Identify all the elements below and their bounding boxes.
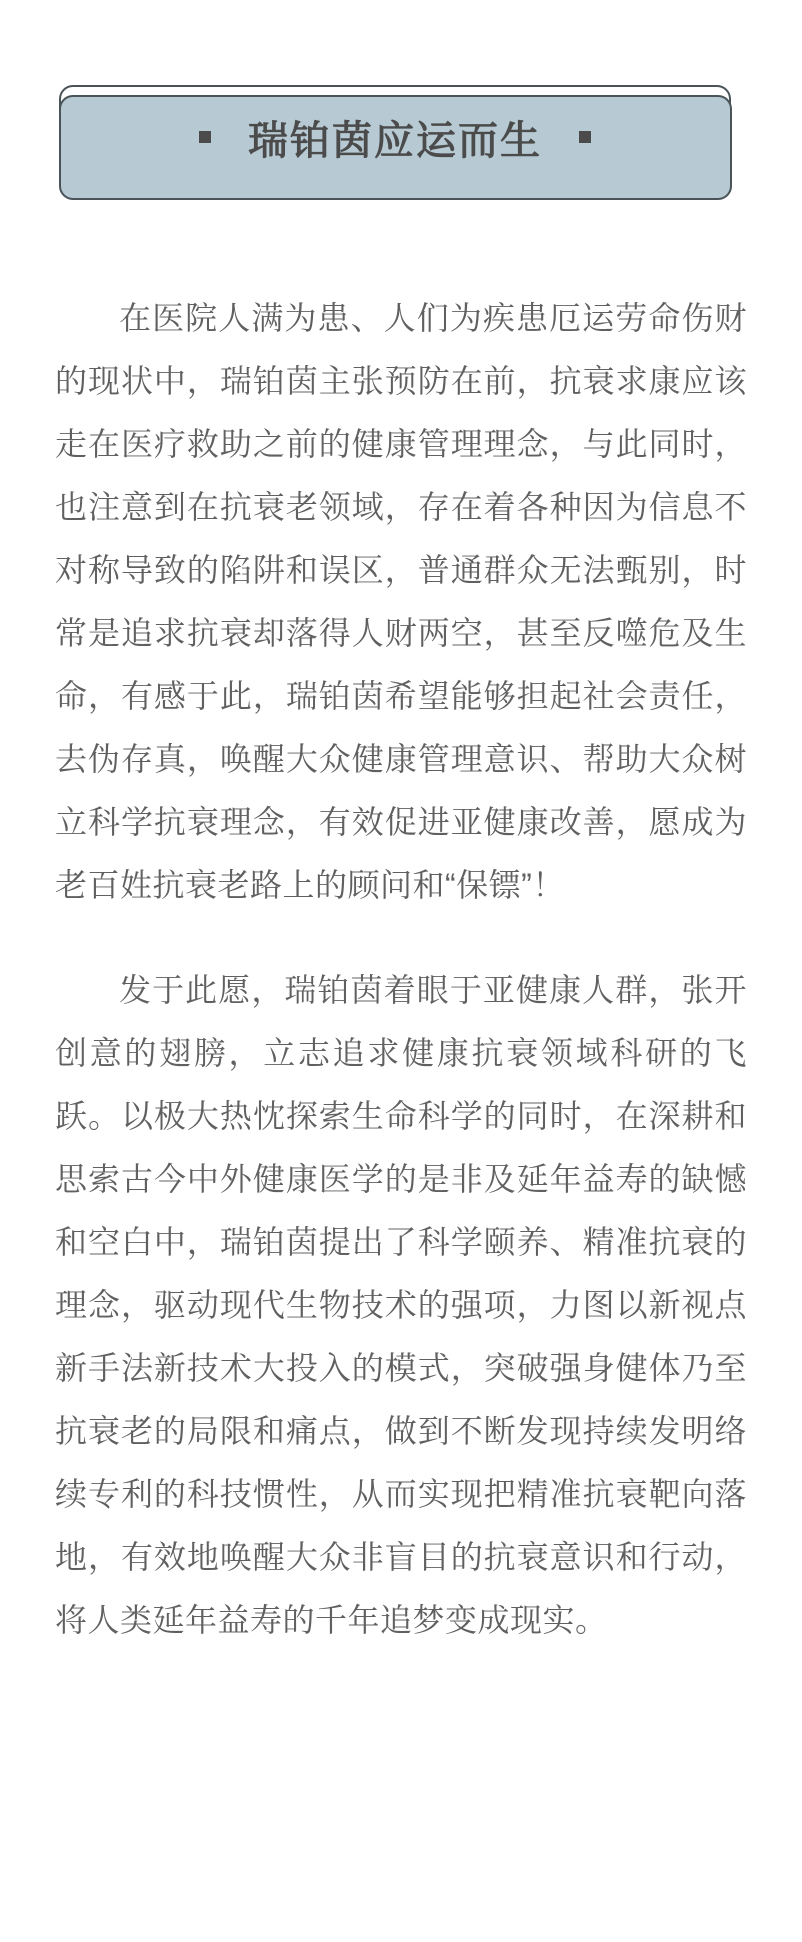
paragraph-2: 发于此愿，瑞铂茵着眼于亚健康人群，张开创意的翅膀，立志追求健康抗衰领域科研的飞跃。以极大热忱探索生命科学的同时，在深耕和思索古今中外健康医学的是非及延年益寿的缺憾和空白中，瑞铂茵提出了科学颐养、精准抗衰的理念，驱动现代生物技术的强项，力图以新视点新手法新技术大投入的模式，突破强身健体乃至抗衰老的局限和痛点，做到不断发现持续发明络续专利的科技惯性，从而实现把精准抗衰靶向落地，有效地唤醒大众非盲目的抗衰意识和行动，将人类延年益寿的千年追梦变成现实。: [55, 972, 747, 1638]
square-bullet-icon: [579, 131, 591, 143]
square-bullet-icon: [199, 131, 211, 143]
page-title: 瑞铂茵应运而生: [248, 118, 542, 163]
article-page: [0, 85, 802, 1942]
title-card: [59, 85, 731, 189]
article-body: [55, 287, 747, 1652]
paragraph-1: 在医院人满为患、人们为疾患厄运劳命伤财的现状中，瑞铂茵主张预防在前，抗衰求康应该走在医疗救助之前的健康管理理念，与此同时，也注意到在抗衰老领域，存在着各种因为信息不对称导致的陷阱和误区，普通群众无法甄别，时常是追求抗衰却落得人财两空，甚至反噬危及生命，有感于此，瑞铂茵希望能够担起社会责任，去伪存真，唤醒大众健康管理意识、帮助大众树立科学抗衰理念，有效促进亚健康改善，愿成为老百姓抗衰老路上的顾问和“保镖”！: [55, 300, 747, 903]
